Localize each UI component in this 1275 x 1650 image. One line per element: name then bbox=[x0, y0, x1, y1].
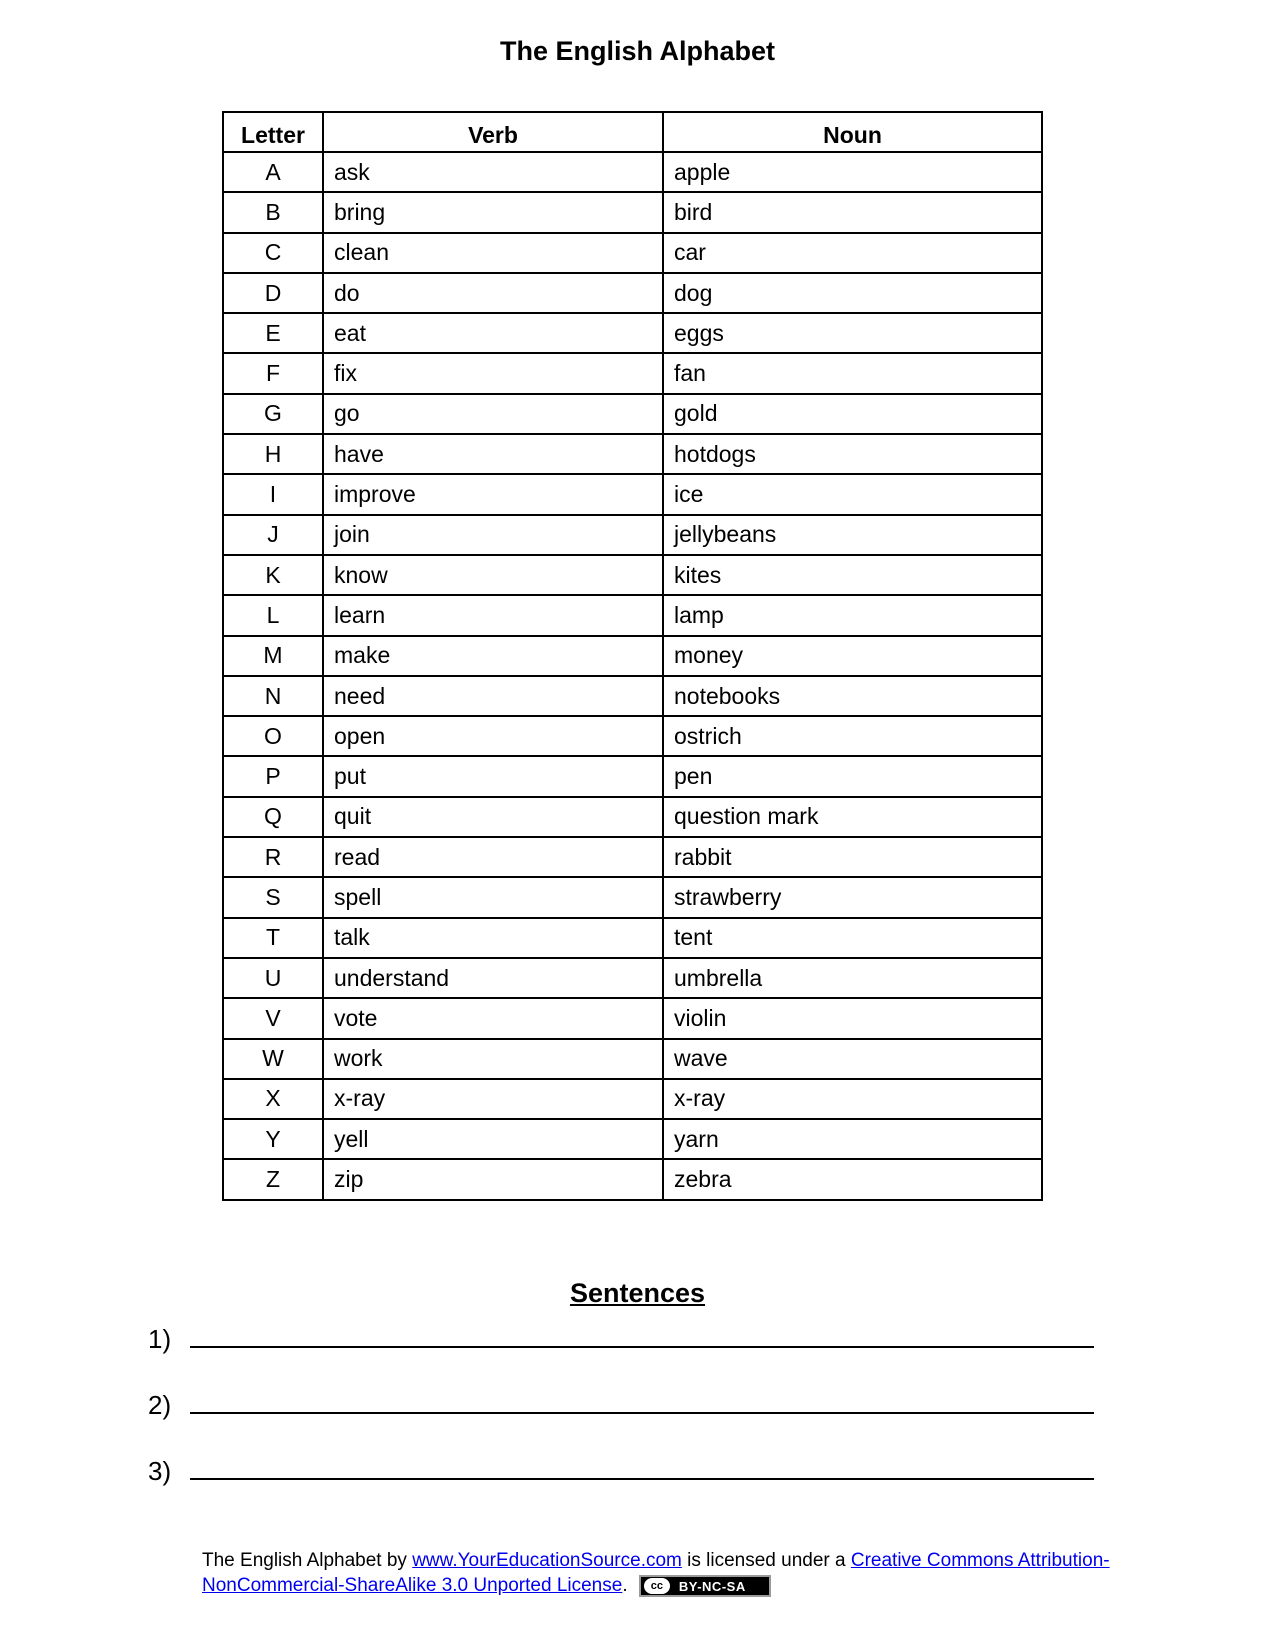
noun-cell: dog bbox=[663, 273, 1042, 313]
header-letter: Letter bbox=[223, 112, 323, 152]
verb-cell: improve bbox=[323, 474, 663, 514]
table-row bbox=[223, 1039, 1042, 1079]
table-row bbox=[223, 1079, 1042, 1119]
letter-cell: P bbox=[223, 756, 323, 796]
noun-cell: apple bbox=[663, 152, 1042, 192]
table-row bbox=[223, 474, 1042, 514]
noun-cell: violin bbox=[663, 998, 1042, 1038]
table-row bbox=[223, 716, 1042, 756]
noun-cell: umbrella bbox=[663, 958, 1042, 998]
noun-cell: zebra bbox=[663, 1159, 1042, 1199]
letter-cell: K bbox=[223, 555, 323, 595]
noun-cell: money bbox=[663, 636, 1042, 676]
sentences-heading: Sentences bbox=[569, 1278, 706, 1308]
table-row bbox=[223, 192, 1042, 232]
verb-cell: read bbox=[323, 837, 663, 877]
verb-cell: quit bbox=[323, 797, 663, 837]
table-header-row bbox=[223, 112, 1042, 152]
table-row bbox=[223, 676, 1042, 716]
verb-cell: make bbox=[323, 636, 663, 676]
alphabet-table bbox=[222, 111, 1043, 1201]
letter-cell: E bbox=[223, 313, 323, 353]
verb-cell: spell bbox=[323, 877, 663, 917]
page-title: The English Alphabet bbox=[499, 36, 775, 66]
table-row bbox=[223, 756, 1042, 796]
verb-cell: put bbox=[323, 756, 663, 796]
sentence-line-1[interactable] bbox=[148, 1322, 1094, 1355]
letter-cell: Z bbox=[223, 1159, 323, 1199]
table-row bbox=[223, 353, 1042, 393]
table-row bbox=[223, 636, 1042, 676]
footer-text: The English Alphabet by bbox=[202, 1550, 413, 1571]
noun-cell: ice bbox=[663, 474, 1042, 514]
verb-cell: have bbox=[323, 434, 663, 474]
letter-cell: V bbox=[223, 998, 323, 1038]
letter-cell: G bbox=[223, 394, 323, 434]
letter-cell: C bbox=[223, 233, 323, 273]
license-link[interactable]: Creative Commons Attribution-NonCommercial-ShareAlike 3.0 Unported License bbox=[202, 1550, 1110, 1596]
noun-cell: fan bbox=[663, 353, 1042, 393]
letter-cell: N bbox=[223, 676, 323, 716]
letter-cell: W bbox=[223, 1039, 323, 1079]
letter-cell: H bbox=[223, 434, 323, 474]
verb-cell: ask bbox=[323, 152, 663, 192]
footer-text: is licensed under a bbox=[681, 1550, 851, 1571]
verb-cell: fix bbox=[323, 353, 663, 393]
noun-cell: jellybeans bbox=[663, 515, 1042, 555]
letter-cell: M bbox=[223, 636, 323, 676]
verb-cell: need bbox=[323, 676, 663, 716]
sentence-line-2[interactable] bbox=[148, 1388, 1094, 1421]
noun-cell: car bbox=[663, 233, 1042, 273]
table-row bbox=[223, 877, 1042, 917]
footer-text: . bbox=[622, 1575, 628, 1596]
table-row bbox=[223, 1119, 1042, 1159]
letter-cell: B bbox=[223, 192, 323, 232]
cc-license-label: BY-NC-SA bbox=[678, 1578, 746, 1594]
sentence-line-3[interactable] bbox=[148, 1454, 1094, 1487]
table-row bbox=[223, 394, 1042, 434]
table-row bbox=[223, 797, 1042, 837]
verb-cell: talk bbox=[323, 918, 663, 958]
noun-cell: yarn bbox=[663, 1119, 1042, 1159]
letter-cell: S bbox=[223, 877, 323, 917]
noun-cell: strawberry bbox=[663, 877, 1042, 917]
noun-cell: eggs bbox=[663, 313, 1042, 353]
cc-logo: cc bbox=[644, 1578, 670, 1594]
table-row bbox=[223, 998, 1042, 1038]
sentence-number: 3) bbox=[148, 1456, 172, 1486]
letter-cell: I bbox=[223, 474, 323, 514]
table-row bbox=[223, 233, 1042, 273]
verb-cell: open bbox=[323, 716, 663, 756]
verb-cell: vote bbox=[323, 998, 663, 1038]
noun-cell: gold bbox=[663, 394, 1042, 434]
noun-cell: rabbit bbox=[663, 837, 1042, 877]
letter-cell: Y bbox=[223, 1119, 323, 1159]
verb-cell: go bbox=[323, 394, 663, 434]
license-footer bbox=[202, 1548, 1212, 1598]
noun-cell: x-ray bbox=[663, 1079, 1042, 1119]
letter-cell: T bbox=[223, 918, 323, 958]
letter-cell: A bbox=[223, 152, 323, 192]
letter-cell: Q bbox=[223, 797, 323, 837]
header-noun: Noun bbox=[663, 112, 1042, 152]
letter-cell: D bbox=[223, 273, 323, 313]
verb-cell: zip bbox=[323, 1159, 663, 1199]
table-row bbox=[223, 515, 1042, 555]
table-row bbox=[223, 1159, 1042, 1199]
noun-cell: hotdogs bbox=[663, 434, 1042, 474]
noun-cell: tent bbox=[663, 918, 1042, 958]
letter-cell: U bbox=[223, 958, 323, 998]
verb-cell: x-ray bbox=[323, 1079, 663, 1119]
noun-cell: notebooks bbox=[663, 676, 1042, 716]
noun-cell: kites bbox=[663, 555, 1042, 595]
noun-cell: lamp bbox=[663, 595, 1042, 635]
noun-cell: question mark bbox=[663, 797, 1042, 837]
noun-cell: bird bbox=[663, 192, 1042, 232]
noun-cell: pen bbox=[663, 756, 1042, 796]
letter-cell: L bbox=[223, 595, 323, 635]
verb-cell: eat bbox=[323, 313, 663, 353]
verb-cell: work bbox=[323, 1039, 663, 1079]
verb-cell: bring bbox=[323, 192, 663, 232]
table-row bbox=[223, 152, 1042, 192]
verb-cell: join bbox=[323, 515, 663, 555]
letter-cell: J bbox=[223, 515, 323, 555]
sentence-number: 1) bbox=[148, 1324, 172, 1354]
creative-commons-icon[interactable] bbox=[639, 1575, 771, 1597]
verb-cell: yell bbox=[323, 1119, 663, 1159]
answer-blank[interactable] bbox=[190, 1388, 1094, 1414]
letter-cell: F bbox=[223, 353, 323, 393]
letter-cell: X bbox=[223, 1079, 323, 1119]
answer-blank[interactable] bbox=[190, 1454, 1094, 1480]
letter-cell: R bbox=[223, 837, 323, 877]
verb-cell: understand bbox=[323, 958, 663, 998]
sentence-number: 2) bbox=[148, 1390, 172, 1420]
table-row bbox=[223, 837, 1042, 877]
table-row bbox=[223, 273, 1042, 313]
source-link[interactable]: www.YourEducationSource.com bbox=[412, 1550, 682, 1571]
noun-cell: wave bbox=[663, 1039, 1042, 1079]
header-verb: Verb bbox=[323, 112, 663, 152]
verb-cell: know bbox=[323, 555, 663, 595]
verb-cell: clean bbox=[323, 233, 663, 273]
table-row bbox=[223, 595, 1042, 635]
noun-cell: ostrich bbox=[663, 716, 1042, 756]
table-row bbox=[223, 918, 1042, 958]
letter-cell: O bbox=[223, 716, 323, 756]
table-row bbox=[223, 555, 1042, 595]
table-row bbox=[223, 958, 1042, 998]
table-row bbox=[223, 313, 1042, 353]
verb-cell: do bbox=[323, 273, 663, 313]
answer-blank[interactable] bbox=[190, 1322, 1094, 1348]
verb-cell: learn bbox=[323, 595, 663, 635]
table-row bbox=[223, 434, 1042, 474]
